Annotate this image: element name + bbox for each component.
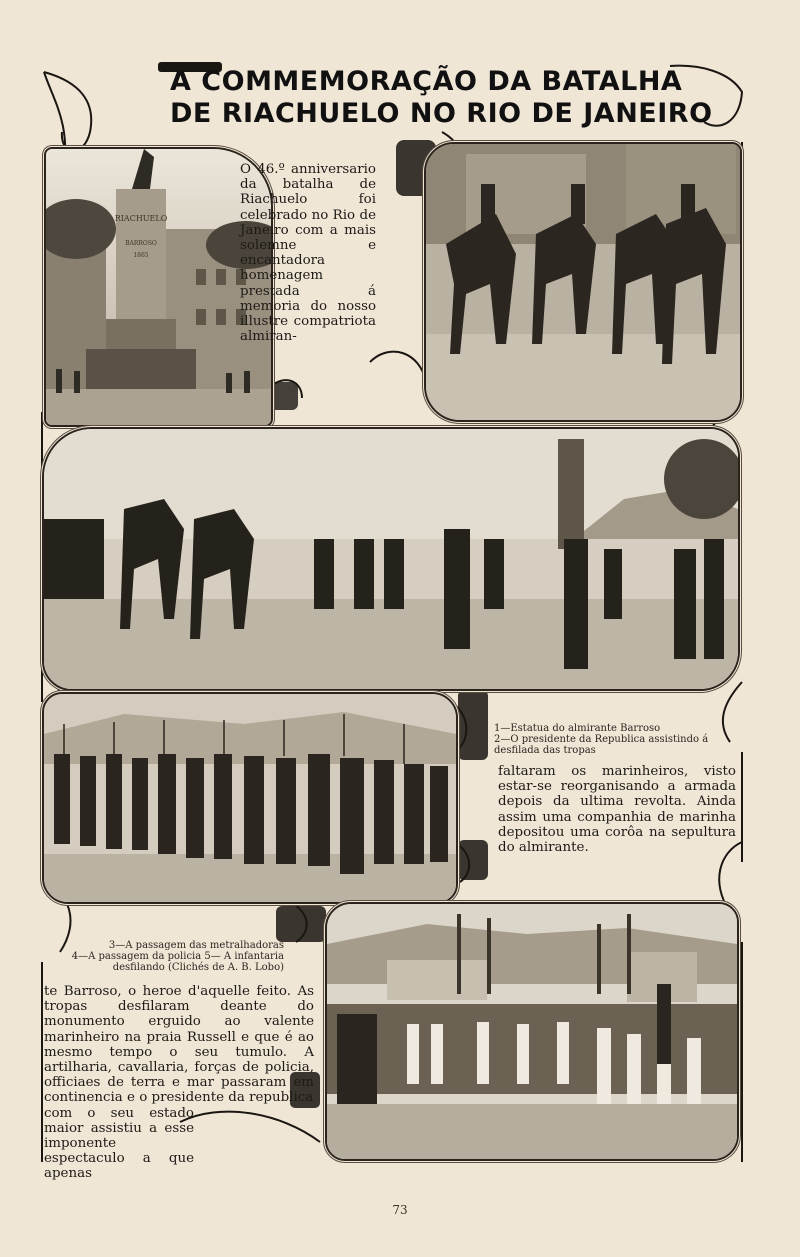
article-paragraph-1: O 46.º anniversario da batalha de Riachuelo foi celebrado no Rio de Janeiro com a mais solemne e encantadora homenagem prestada á memoria do nosso illustre compatriota almiran- [240, 162, 376, 345]
article-column-2 [498, 764, 736, 855]
article-paragraph-3-narrow: com o seu estado maior assistiu a esse imponente espectaculo a que apenas [44, 1105, 194, 1182]
caption-machine-guns: 3—A passagem das metralhadoras [108, 940, 284, 951]
photo-machine-guns-passing [42, 427, 740, 691]
photo-statue-barroso [44, 147, 273, 427]
article-paragraph-3: te Barroso, o heroe d'aquelle feito. As tropas desfilaram deante do monumento erguido ao valente marinheiro na praia Russell e que é ao mesmo tempo o seu tumulo. A artilharia, cavallaria, forças de policia, officiaes de terra e mar passaram em continencia e o presidente da republica [44, 984, 314, 1106]
caption-statue: 1—Estatua do almirante Barroso [494, 723, 661, 734]
title-line-1: A COMMEMORAÇÃO DA BATALHA [170, 66, 683, 97]
inscription-barroso: BARROSO [125, 240, 157, 247]
article-paragraph-2: faltaram os marinheiros, visto estar-se reorganisando a armada depois da ultima revolta. Ainda assim uma companhia de marinha depositou uma corôa na sepultura do almirante. [498, 764, 736, 856]
photo-infantry-parading [325, 902, 739, 1161]
caption-police-infantry: 4—A passagem da policia 5— A infantaria desfilando (Clichés de A. B. Lobo) [71, 951, 284, 973]
page-title [170, 66, 713, 130]
page-number: 73 [392, 1203, 408, 1217]
caption-president: 2—O presidente da Republica assistindo á desfilada das tropas [494, 734, 709, 756]
article-column-3 [44, 984, 314, 1182]
inscription-riachuelo: RIACHUELO [114, 214, 168, 223]
inscription-year: 1865 [133, 252, 149, 259]
title-line-2: DE RIACHUELO NO RIO DE JANEIRO [170, 98, 713, 129]
photo-president-review [424, 142, 742, 422]
caption-block-left [60, 940, 284, 973]
photo-police-passing [42, 692, 458, 904]
caption-block-right [494, 723, 714, 756]
article-column-1 [240, 162, 376, 344]
